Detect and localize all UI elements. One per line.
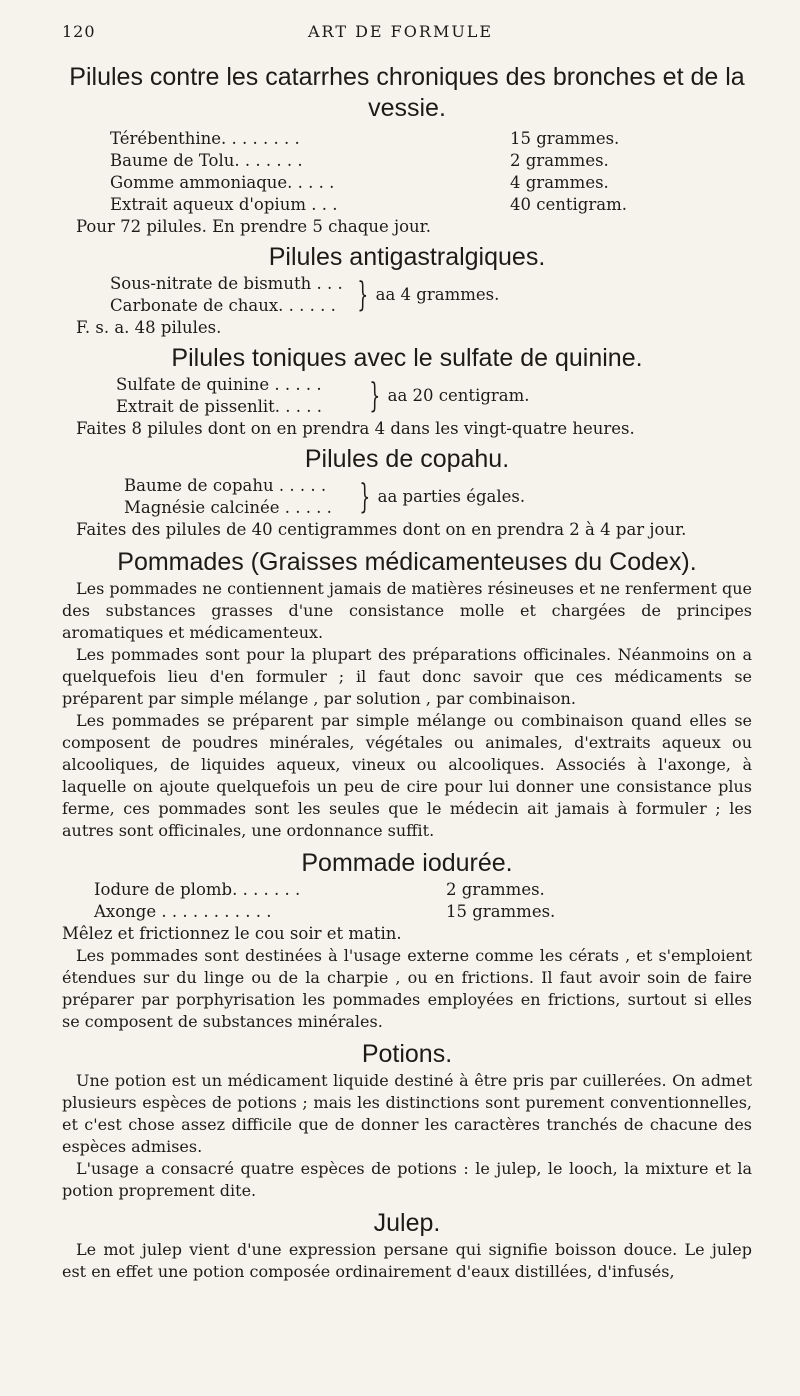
section-title-pommades: Pommades (Graisses médicamenteuses du Codex).: [117, 548, 697, 576]
brace: }: [357, 275, 369, 315]
brace: }: [369, 376, 381, 416]
recipe-catarrhes: [62, 128, 752, 216]
paragraph: Les pommades se préparent par simple mélange ou combinaison quand elles se composent de poudres minérales, végétales ou animales, d'extraits aqueux ou alcooliques, de liquides aqueux, vineux ou alcooliques. Associés à l'axonge, à laquelle on ajoute quelquefois un peu de cire pour lui donner une consistance plus ferme, ces pommades sont les seules que le médecin ait jamais à formuler ; les autres sont officinales, une ordonnance suffit.: [62, 711, 752, 840]
recipe-instruction: Pour 72 pilules. En prendre 5 chaque jour.: [76, 217, 431, 236]
recipe-instruction: Faites 8 pilules dont on en prendra 4 dans les vingt-quatre heures.: [76, 419, 635, 438]
section-title-catarrhes: Pilules contre les catarrhes chroniques des bronches et de la vessie.: [69, 63, 745, 122]
recipe-instruction: F. s. a. 48 pilules.: [76, 318, 222, 337]
paragraph: Les pommades sont pour la plupart des préparations officinales. Néanmoins on a quelquefois lieu d'en formuler ; il faut donc savoir que ces médicaments se préparent par simple mélange , par solution , par combinaison.: [62, 645, 752, 708]
recipe-copahu: [62, 475, 752, 519]
section-title-copahu: Pilules de copahu.: [304, 445, 510, 473]
ingredient-row: Axonge . . . . . . . . . . . 15 grammes.: [94, 902, 556, 921]
recipe-antigastralgiques: [62, 273, 752, 317]
ingredient-row: Magnésie calcinée . . . . .: [124, 498, 332, 517]
paragraph: L'usage a consacré quatre espèces de potions : le julep, le looch, la mixture et la potion proprement dite.: [62, 1159, 752, 1200]
recipe-toniques: [62, 374, 752, 418]
ingredient-row: Iodure de plomb. . . . . . . 2 grammes.: [94, 880, 545, 899]
ingredient-row: Baume de copahu . . . . .: [124, 476, 327, 495]
section-title-toniques: Pilules toniques avec le sulfate de quinine.: [171, 344, 643, 372]
ingredient-row: Sulfate de quinine . . . . .: [116, 375, 322, 394]
ingredient-row: Extrait de pissenlit. . . . .: [116, 397, 322, 416]
ingredient-row: Carbonate de chaux. . . . . .: [110, 296, 336, 315]
recipe-instruction: Faites des pilules de 40 centigrammes dont on en prendra 2 à 4 par jour.: [76, 520, 687, 539]
ingredient-row: Gomme ammoniaque. . . . . 4 grammes.: [110, 173, 609, 192]
paragraph: Le mot julep vient d'une expression persane qui signifie boisson douce. Le julep est en effet une potion composée ordinairement d'eaux distillées, d'infusés,: [62, 1240, 752, 1281]
page-number: 120: [62, 22, 96, 41]
paragraph: Une potion est un médicament liquide destiné à être pris par cuillerées. On admet plusieurs espèces de potions ; mais les distinctions sont purement conventionnelles, et c'est chose assez difficile que de donner les caractères tranchés de chacune des espèces admises.: [62, 1071, 752, 1156]
running-title: ART DE FORMULE: [308, 22, 494, 41]
section-title-pommade-ioduree: Pommade iodurée.: [301, 849, 513, 877]
recipe-instruction: Mêlez et frictionnez le cou soir et matin.: [62, 924, 402, 943]
shared-quantity: aa 4 grammes.: [375, 285, 500, 304]
ingredient-row: Baume de Tolu. . . . . . . 2 grammes.: [110, 151, 609, 170]
shared-quantity: aa parties égales.: [377, 487, 526, 506]
brace: }: [359, 477, 371, 517]
recipe-pommade-ioduree: [62, 879, 752, 923]
ingredient-row: Sous-nitrate de bismuth . . .: [110, 274, 343, 293]
paragraph: Les pommades sont destinées à l'usage externe comme les cérats , et s'emploient étendues sur du linge ou de la charpie , ou en frictions. Il faut avoir soin de faire préparer par porphyrisation les pommades employées en frictions, surtout si elles se composent de substances minérales.: [62, 946, 752, 1031]
page-content: [62, 62, 752, 1283]
section-title-potions: Potions.: [361, 1040, 453, 1068]
ingredient-row: Extrait aqueux d'opium . . . 40 centigram.: [110, 195, 627, 214]
ingredient-row: Térébenthine. . . . . . . . 15 grammes.: [110, 129, 620, 148]
shared-quantity: aa 20 centigram.: [387, 386, 530, 405]
paragraph: Les pommades ne contiennent jamais de matières résineuses et ne renferment que des substances grasses d'une consistance molle et chargées de principes aromatiques et médicamenteux.: [62, 579, 752, 642]
section-title-antigastralgiques: Pilules antigastralgiques.: [268, 243, 546, 271]
section-title-julep: Julep.: [373, 1209, 441, 1237]
